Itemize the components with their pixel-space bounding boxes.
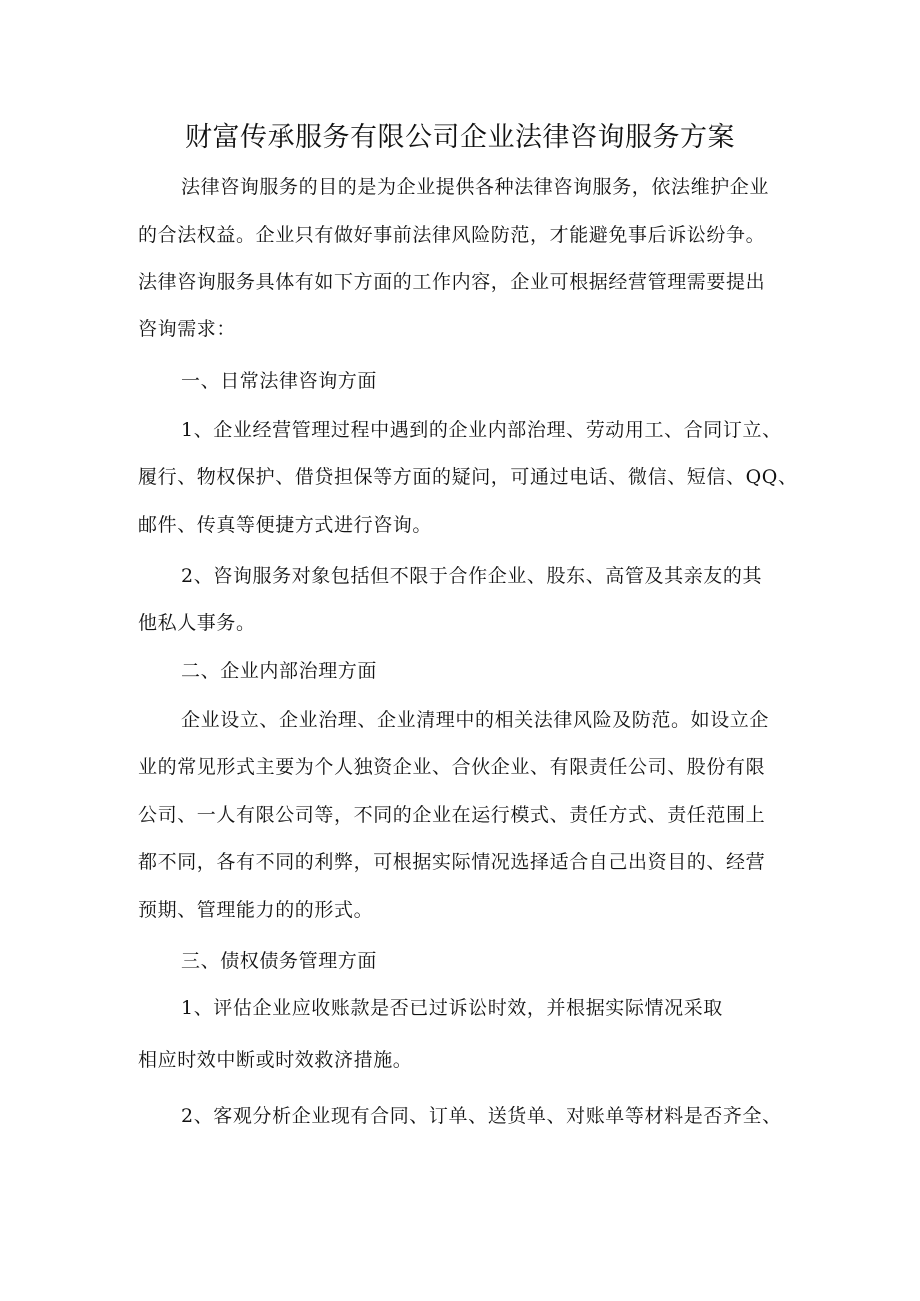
paragraph-line: 法律咨询服务具体有如下方面的工作内容，企业可根据经营管理需要提出 [138, 271, 766, 293]
paragraph-line: 都不同，各有不同的利弊，可根据实际情况选择适合自己出资目的、经营 [138, 851, 766, 873]
paragraph-line: 的合法权益。企业只有做好事前法律风险防范，才能避免事后诉讼纷争。 [138, 224, 766, 246]
paragraph-line: 履行、物权保护、借贷担保等方面的疑问，可通过电话、微信、短信、QQ、 [138, 466, 798, 488]
section-heading: 三、债权债务管理方面 [181, 950, 378, 972]
paragraph-line: 他私人事务。 [138, 612, 256, 634]
section-heading: 一、日常法律咨询方面 [181, 370, 378, 392]
paragraph-line: 邮件、传真等便捷方式进行咨询。 [138, 514, 433, 536]
paragraph-line: 相应时效中断或时效救济措施。 [138, 1049, 413, 1071]
paragraph-line: 2、客观分析企业现有合同、订单、送货单、对账单等材料是否齐全、 [181, 1105, 782, 1127]
paragraph-line: 咨询需求： [138, 318, 237, 340]
paragraph-line: 公司、一人有限公司等，不同的企业在运行模式、责任方式、责任范围上 [138, 804, 766, 826]
paragraph-line: 企业设立、企业治理、企业清理中的相关法律风险及防范。如设立企 [181, 709, 770, 731]
paragraph-line: 1、评估企业应收账款是否已过诉讼时效，并根据实际情况采取 [181, 997, 723, 1019]
paragraph-line: 1、企业经营管理过程中遇到的企业内部治理、劳动用工、合同订立、 [181, 419, 782, 441]
paragraph-line: 法律咨询服务的目的是为企业提供各种法律咨询服务，依法维护企业 [181, 176, 770, 198]
section-heading: 二、企业内部治理方面 [181, 660, 378, 682]
paragraph-line: 2、咨询服务对象包括但不限于合作企业、股东、高管及其亲友的其 [181, 565, 763, 587]
paragraph-line: 业的常见形式主要为个人独资企业、合伙企业、有限责任公司、股份有限 [138, 756, 766, 778]
paragraph-line: 预期、管理能力的的形式。 [138, 899, 374, 921]
document-title: 财富传承服务有限公司企业法律咨询服务方案 [185, 122, 735, 153]
